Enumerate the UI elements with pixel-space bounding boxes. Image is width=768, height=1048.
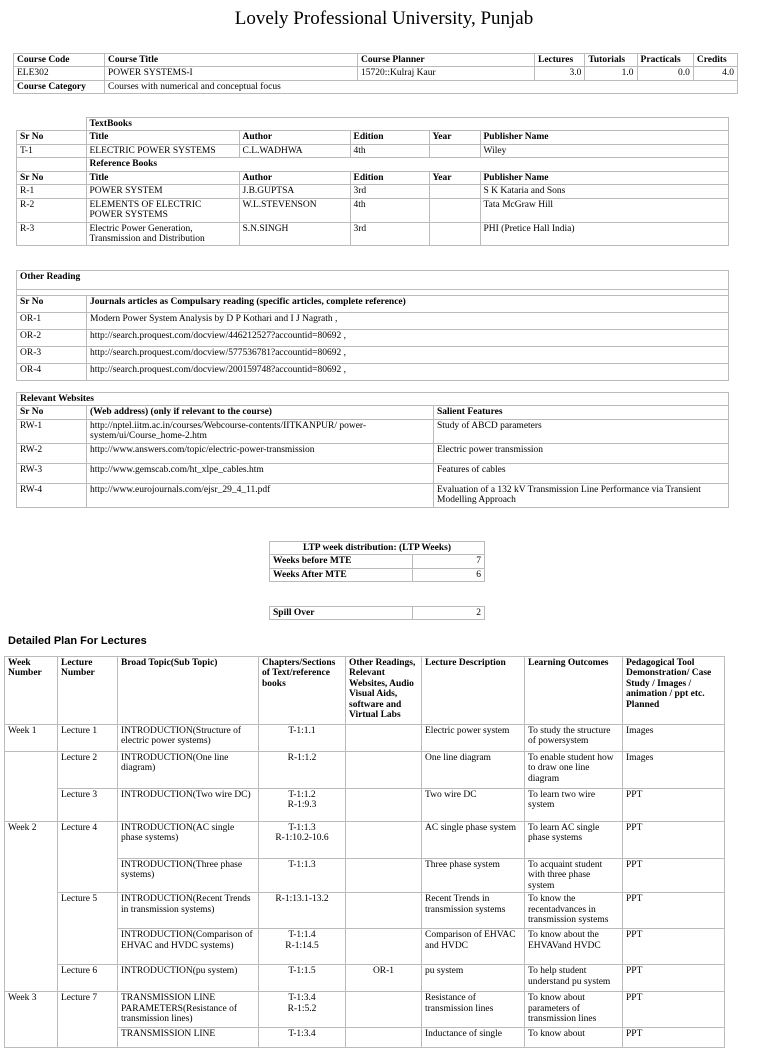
- plan-week: [5, 893, 58, 929]
- ltp-value: 6: [413, 568, 485, 581]
- plan-chapters: T-1:1.4 R-1:14.5: [259, 929, 346, 965]
- plan-topic: TRANSMISSION LINE: [118, 1028, 259, 1048]
- plan-tool: PPT: [623, 1028, 725, 1048]
- rb-srno: R-3: [17, 222, 87, 246]
- rb-author: W.L.STEVENSON: [239, 198, 350, 222]
- rb-header-title: Title: [86, 171, 239, 184]
- plan-topic: INTRODUCTION(pu system): [118, 965, 259, 992]
- tutorials-value: 1.0: [585, 67, 637, 80]
- plan-row: [5, 752, 725, 789]
- plan-lecture: Lecture 6: [58, 965, 118, 992]
- plan-description: AC single phase system: [422, 822, 525, 859]
- plan-other: [346, 992, 422, 1028]
- header-course-planner: Course Planner: [358, 54, 535, 67]
- tb-publisher: Wiley: [480, 144, 729, 157]
- page-title: Lovely Professional University, Punjab: [234, 8, 534, 29]
- course-header-row: [14, 54, 738, 67]
- website-row: [17, 483, 729, 507]
- plan-topic: INTRODUCTION(Structure of electric power systems): [118, 725, 259, 752]
- plan-outcome: To learn AC single phase systems: [525, 822, 623, 859]
- plan-chapters: T-1:3.4 R-1:5.2: [259, 992, 346, 1028]
- ws-header-srno: Sr No: [17, 406, 87, 419]
- reference-header-row: [17, 171, 729, 184]
- header-credits: Credits: [693, 54, 737, 67]
- plan-header-other-readings: Other Readings, Relevant Websites, Audio Visual Aids, software and Virtual Labs: [346, 657, 422, 725]
- plan-tool: PPT: [623, 789, 725, 822]
- website-row: [17, 443, 729, 463]
- tb-header-title: Title: [86, 131, 239, 144]
- plan-header-lecture: Lecture Number: [58, 657, 118, 725]
- tb-header-year: Year: [429, 131, 480, 144]
- plan-other: [346, 822, 422, 859]
- rb-srno: R-2: [17, 198, 87, 222]
- plan-row: [5, 859, 725, 893]
- tb-srno: T-1: [17, 144, 87, 157]
- rb-title: POWER SYSTEM: [86, 185, 239, 198]
- plan-row: [5, 1028, 725, 1048]
- plan-chapters: T-1:1.1: [259, 725, 346, 752]
- rb-author: J.B.GUPTSA: [239, 185, 350, 198]
- or-reference: http://search.proquest.com/docview/577536781?accountid=80692 ,: [87, 347, 729, 364]
- plan-chapters: R-1:1.2: [259, 752, 346, 789]
- textbooks-heading-row: [17, 118, 729, 131]
- plan-heading: Detailed Plan For Lectures: [8, 635, 147, 647]
- plan-tool: PPT: [623, 992, 725, 1028]
- reference-row: [17, 198, 729, 222]
- plan-week: Week 3: [5, 992, 58, 1028]
- plan-outcome: To acquaint student with three phase system: [525, 859, 623, 893]
- plan-lecture: Lecture 4: [58, 822, 118, 859]
- or-row: [17, 330, 729, 347]
- ws-header-address: (Web address) (only if relevant to the course): [87, 406, 434, 419]
- or-row: [17, 313, 729, 330]
- ws-link[interactable]: http://www.answers.com/topic/electric-power-transmission: [87, 443, 434, 463]
- tb-author: C.L.WADHWA: [239, 144, 350, 157]
- plan-tool: PPT: [623, 859, 725, 893]
- or-row: [17, 364, 729, 381]
- tb-header-publisher: Publisher Name: [480, 131, 729, 144]
- rb-header-year: Year: [429, 171, 480, 184]
- ws-header-features: Salient Features: [434, 406, 729, 419]
- other-reading-heading: Other Reading: [17, 271, 729, 290]
- plan-topic: INTRODUCTION(AC single phase systems): [118, 822, 259, 859]
- website-row: [17, 419, 729, 443]
- plan-lecture: Lecture 7: [58, 992, 118, 1028]
- ws-srno: RW-2: [17, 443, 87, 463]
- plan-topic: INTRODUCTION(Recent Trends in transmission systems): [118, 893, 259, 929]
- textbooks-heading: TextBooks: [86, 118, 729, 131]
- plan-other: [346, 859, 422, 893]
- plan-outcome: To enable student how to draw one line diagram: [525, 752, 623, 789]
- plan-description: pu system: [422, 965, 525, 992]
- plan-description: Comparison of EHVAC and HVDC: [422, 929, 525, 965]
- plan-topic: INTRODUCTION(One line diagram): [118, 752, 259, 789]
- plan-topic: TRANSMISSION LINE PARAMETERS(Resistance of transmission lines): [118, 992, 259, 1028]
- ws-feature: Study of ABCD parameters: [434, 419, 729, 443]
- credits-value: 4.0: [693, 67, 737, 80]
- rb-publisher: Tata McGraw Hill: [480, 198, 729, 222]
- plan-topic: INTRODUCTION(Comparison of EHVAC and HVDC systems): [118, 929, 259, 965]
- plan-other: [346, 929, 422, 965]
- ltp-label: Weeks before MTE: [270, 555, 413, 568]
- plan-tool: PPT: [623, 822, 725, 859]
- ws-srno: RW-3: [17, 463, 87, 483]
- plan-lecture: [58, 859, 118, 893]
- plan-description: Inductance of single: [422, 1028, 525, 1048]
- or-reference: Modern Power System Analysis by D P Kothari and I J Nagrath ,: [87, 313, 729, 330]
- rb-header-edition: Edition: [350, 171, 429, 184]
- rb-author: S.N.SINGH: [239, 222, 350, 246]
- plan-outcome: To learn two wire system: [525, 789, 623, 822]
- plan-tool: PPT: [623, 965, 725, 992]
- plan-chapters: R-1:13.1-13.2: [259, 893, 346, 929]
- plan-row: [5, 893, 725, 929]
- plan-chapters: T-1:1.3: [259, 859, 346, 893]
- plan-lecture: Lecture 2: [58, 752, 118, 789]
- plan-topic: INTRODUCTION(Three phase systems): [118, 859, 259, 893]
- rb-publisher: PHI (Pretice Hall India): [480, 222, 729, 246]
- ws-link[interactable]: http://www.gemscab.com/ht_xlpe_cables.htm: [87, 463, 434, 483]
- tb-edition: 4th: [350, 144, 429, 157]
- spill-value: 2: [413, 607, 485, 620]
- or-srno: OR-2: [17, 330, 87, 347]
- plan-outcome: To know the recentadvances in transmission systems: [525, 893, 623, 929]
- plan-description: Recent Trends in transmission systems: [422, 893, 525, 929]
- rb-year: [429, 198, 480, 222]
- textbook-row: [17, 144, 729, 157]
- practicals-value: 0.0: [637, 67, 693, 80]
- plan-header-topic: Broad Topic(Sub Topic): [118, 657, 259, 725]
- plan-header-tool: Pedagogical Tool Demonstration/ Case Study / Images / animation / ppt etc. Planned: [623, 657, 725, 725]
- ltp-table: [269, 541, 485, 582]
- plan-tool: Images: [623, 752, 725, 789]
- header-lectures: Lectures: [535, 54, 585, 67]
- ws-srno: RW-4: [17, 483, 87, 507]
- ltp-value: 7: [413, 555, 485, 568]
- rb-edition: 4th: [350, 198, 429, 222]
- plan-row: [5, 965, 725, 992]
- plan-outcome: To know about parameters of transmission lines: [525, 992, 623, 1028]
- course-values-row: [14, 67, 738, 80]
- ltp-heading: LTP week distribution: (LTP Weeks): [270, 542, 485, 555]
- ltp-label: Weeks After MTE: [270, 568, 413, 581]
- plan-week: Week 2: [5, 822, 58, 859]
- plan-lecture: [58, 1028, 118, 1048]
- plan-description: Two wire DC: [422, 789, 525, 822]
- websites-table: [16, 392, 729, 508]
- plan-other: OR-1: [346, 965, 422, 992]
- plan-week: [5, 752, 58, 789]
- ws-feature: Evaluation of a 132 kV Transmission Line Performance via Transient Modelling Approach: [434, 483, 729, 507]
- rb-edition: 3rd: [350, 222, 429, 246]
- or-row: [17, 347, 729, 364]
- plan-row: [5, 992, 725, 1028]
- textbooks-header-row: [17, 131, 729, 144]
- plan-chapters: T-1:3.4: [259, 1028, 346, 1048]
- plan-other: [346, 725, 422, 752]
- or-srno: OR-4: [17, 364, 87, 381]
- plan-chapters: T-1:1.3 R-1:10.2-10.6: [259, 822, 346, 859]
- plan-other: [346, 1028, 422, 1048]
- plan-other: [346, 752, 422, 789]
- books-table: [16, 117, 729, 246]
- rb-title: ELEMENTS OF ELECTRIC POWER SYSTEMS: [86, 198, 239, 222]
- rb-year: [429, 222, 480, 246]
- plan-description: Resistance of transmission lines: [422, 992, 525, 1028]
- rb-title: Electric Power Generation, Transmission and Distribution: [86, 222, 239, 246]
- plan-chapters: T-1:1.5: [259, 965, 346, 992]
- plan-header-outcomes: Learning Outcomes: [525, 657, 623, 725]
- tb-year: [429, 144, 480, 157]
- tb-header-author: Author: [239, 131, 350, 144]
- plan-other: [346, 789, 422, 822]
- lectures-value: 3.0: [535, 67, 585, 80]
- ws-feature: Electric power transmission: [434, 443, 729, 463]
- rb-header-publisher: Publisher Name: [480, 171, 729, 184]
- plan-outcome: To know about: [525, 1028, 623, 1048]
- course-code: ELE302: [14, 67, 105, 80]
- plan-description: One line diagram: [422, 752, 525, 789]
- spill-label: Spill Over: [270, 607, 413, 620]
- ws-feature: Features of cables: [434, 463, 729, 483]
- lecture-plan-table: [4, 656, 725, 1048]
- plan-header-chapters: Chapters/Sections of Text/reference books: [259, 657, 346, 725]
- plan-other: [346, 893, 422, 929]
- plan-week: Week 1: [5, 725, 58, 752]
- plan-row: [5, 929, 725, 965]
- ws-link[interactable]: http://www.eurojournals.com/ejsr_29_4_11.pdf: [87, 483, 434, 507]
- plan-week: [5, 859, 58, 893]
- plan-week: [5, 789, 58, 822]
- rb-year: [429, 185, 480, 198]
- website-row: [17, 463, 729, 483]
- course-title: POWER SYSTEMS-I: [105, 67, 358, 80]
- rb-publisher: S K Kataria and Sons: [480, 185, 729, 198]
- or-reference: http://search.proquest.com/docview/200159748?accountid=80692 ,: [87, 364, 729, 381]
- plan-week: [5, 1028, 58, 1048]
- websites-heading: Relevant Websites: [17, 393, 729, 406]
- tb-header-srno: Sr No: [17, 131, 87, 144]
- header-tutorials: Tutorials: [585, 54, 637, 67]
- plan-header-description: Lecture Description: [422, 657, 525, 725]
- plan-lecture: Lecture 1: [58, 725, 118, 752]
- rb-srno: R-1: [17, 185, 87, 198]
- plan-outcome: To help student understand pu system: [525, 965, 623, 992]
- plan-row: [5, 822, 725, 859]
- plan-description: Three phase system: [422, 859, 525, 893]
- plan-description: Electric power system: [422, 725, 525, 752]
- plan-lecture: Lecture 5: [58, 893, 118, 929]
- course-planner: 15720::Kulraj Kaur: [358, 67, 535, 80]
- plan-lecture: Lecture 3: [58, 789, 118, 822]
- tb-header-edition: Edition: [350, 131, 429, 144]
- rb-header-srno: Sr No: [17, 171, 87, 184]
- plan-week: [5, 929, 58, 965]
- plan-row: [5, 789, 725, 822]
- reference-row: [17, 185, 729, 198]
- other-reading-table: [16, 270, 729, 381]
- plan-tool: PPT: [623, 929, 725, 965]
- tb-title: ELECTRIC POWER SYSTEMS: [86, 144, 239, 157]
- reference-heading: Reference Books: [86, 158, 729, 171]
- rb-edition: 3rd: [350, 185, 429, 198]
- course-category-label: Course Category: [14, 80, 105, 93]
- reference-heading-row: [17, 158, 729, 171]
- plan-header-week: Week Number: [5, 657, 58, 725]
- course-category-row: [14, 80, 738, 93]
- course-table: [13, 53, 738, 94]
- or-srno: OR-3: [17, 347, 87, 364]
- plan-chapters: T-1:1.2 R-1:9.3: [259, 789, 346, 822]
- or-srno: OR-1: [17, 313, 87, 330]
- plan-row: [5, 725, 725, 752]
- header-course-title: Course Title: [105, 54, 358, 67]
- or-reference: http://search.proquest.com/docview/446212527?accountid=80692 ,: [87, 330, 729, 347]
- spill-table: [269, 606, 485, 620]
- ws-link[interactable]: http://nptel.iitm.ac.in/courses/Webcourse-contents/IITKANPUR/ power-system/ui/Course_home-2.htm: [87, 419, 434, 443]
- plan-outcome: To study the structure of powersystem: [525, 725, 623, 752]
- plan-lecture: [58, 929, 118, 965]
- plan-week: [5, 965, 58, 992]
- header-practicals: Practicals: [637, 54, 693, 67]
- rb-header-author: Author: [239, 171, 350, 184]
- plan-topic: INTRODUCTION(Two wire DC): [118, 789, 259, 822]
- or-header-journals: Journals articles as Compulsary reading (specific articles, complete reference): [87, 296, 729, 313]
- or-header-srno: Sr No: [17, 296, 87, 313]
- ws-srno: RW-1: [17, 419, 87, 443]
- plan-outcome: To know about the EHVAVand HVDC: [525, 929, 623, 965]
- course-category-value: Courses with numerical and conceptual focus: [105, 80, 738, 93]
- header-course-code: Course Code: [14, 54, 105, 67]
- reference-row: [17, 222, 729, 246]
- plan-tool: Images: [623, 725, 725, 752]
- plan-tool: PPT: [623, 893, 725, 929]
- plan-header-row: [5, 657, 725, 725]
